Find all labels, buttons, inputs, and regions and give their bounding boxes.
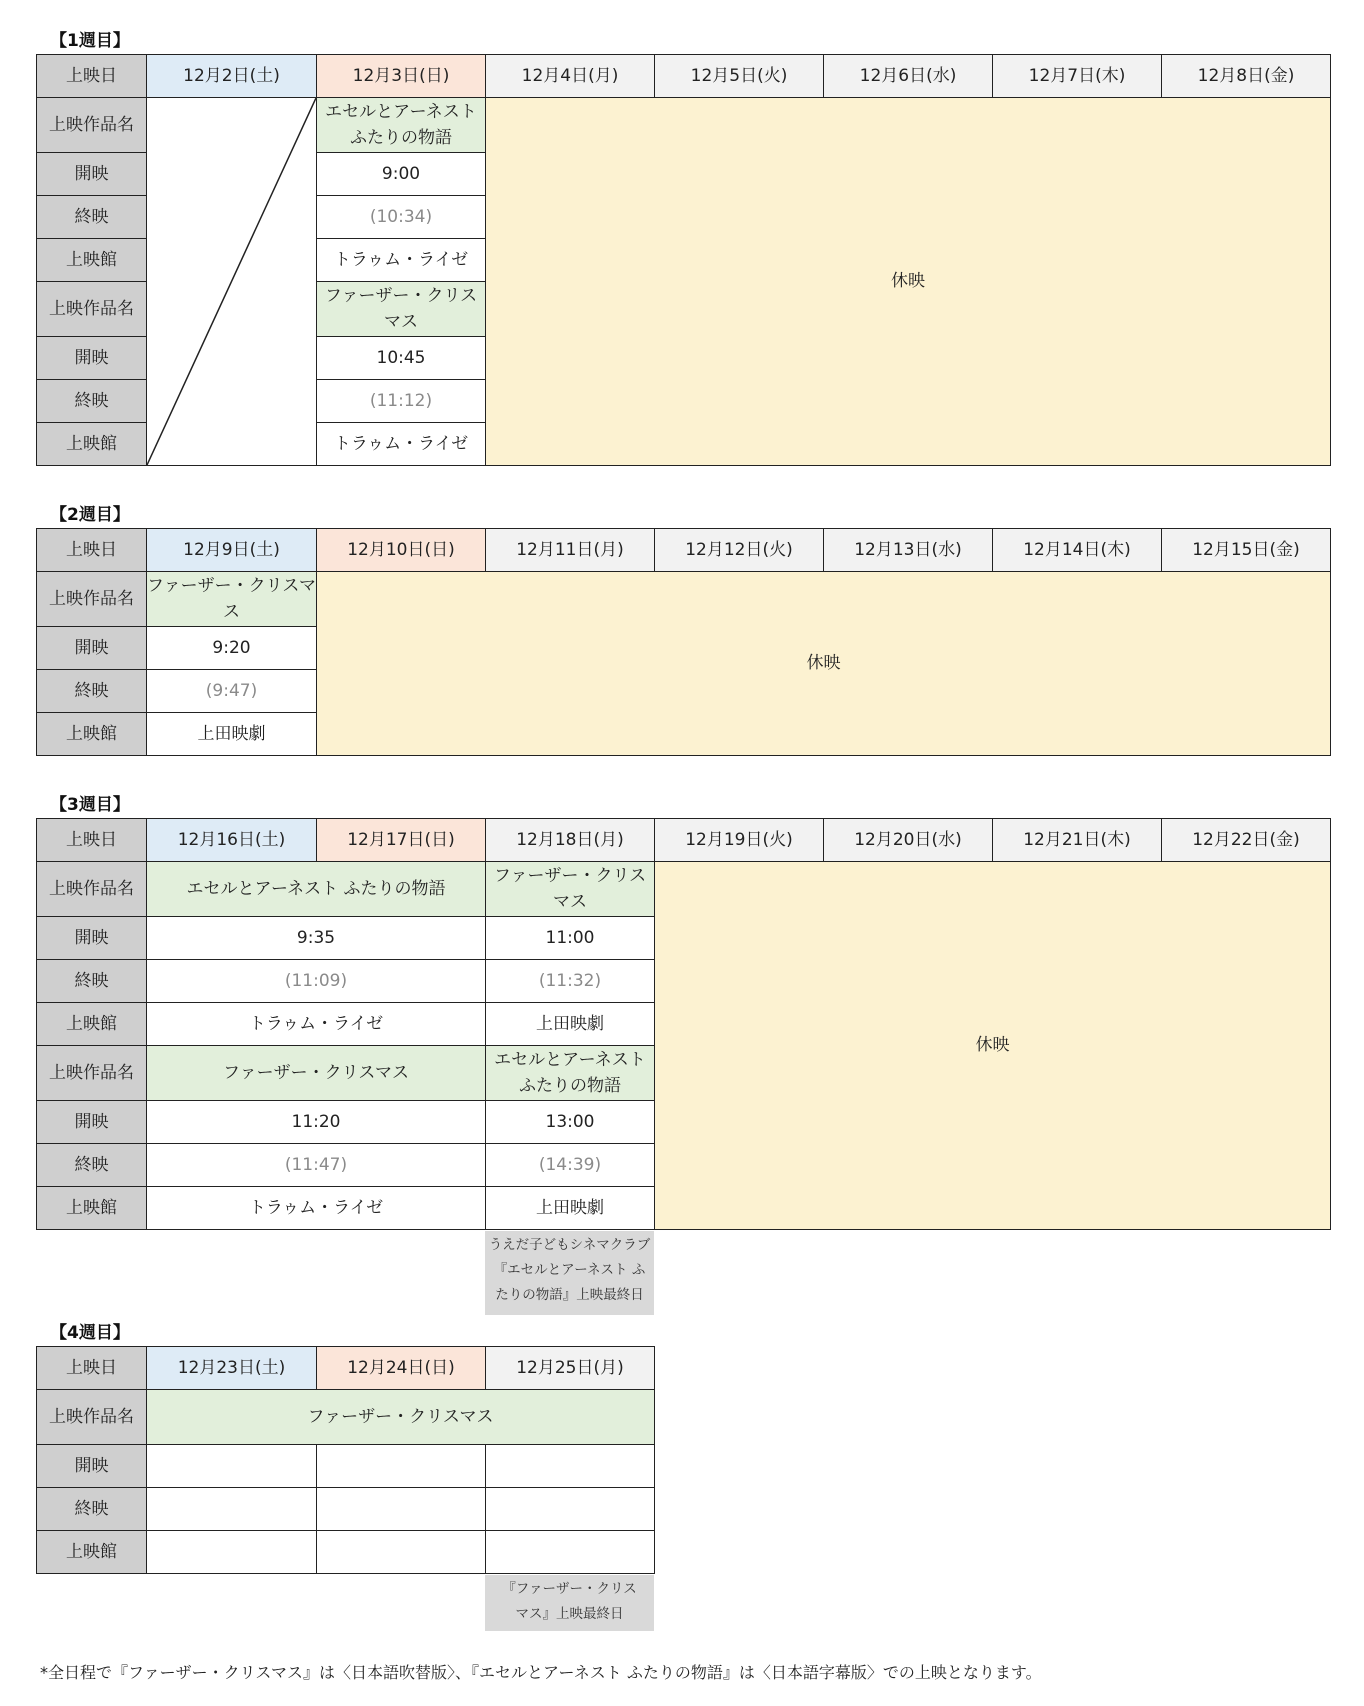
date-header: 12月23日(土) xyxy=(147,1347,317,1390)
end-label: 終映 xyxy=(37,670,147,713)
last-day-note xyxy=(485,1231,654,1315)
note-line: 『ファーザー・クリス xyxy=(502,1581,637,1597)
date-header: 12月14日(木) xyxy=(993,529,1162,572)
start-label: 開映 xyxy=(37,1101,147,1144)
end-time: (11:12) xyxy=(317,380,486,423)
empty-cell xyxy=(147,1445,317,1488)
week4-heading: 【4週目】 xyxy=(50,1323,130,1343)
empty-cell xyxy=(486,1531,655,1574)
last-day-note xyxy=(485,1575,654,1631)
date-header: 12月5日(火) xyxy=(655,55,824,98)
end-time: (14:39) xyxy=(486,1144,655,1187)
start-label: 開映 xyxy=(37,337,147,380)
start-time: 9:00 xyxy=(317,153,486,196)
footnote: *全日程で『ファーザー・クリスマス』は〈日本語吹替版〉、『エセルとアーネスト ふたりの物語』は〈日本語字幕版〉での上映となります。 xyxy=(40,1663,1042,1682)
closed-cell: 休映 xyxy=(317,572,1331,756)
date-header: 12月13日(水) xyxy=(824,529,993,572)
empty-cell xyxy=(317,1531,486,1574)
end-time: (10:34) xyxy=(317,196,486,239)
venue: トラゥム・ライゼ xyxy=(317,423,486,466)
title-label: 上映作品名 xyxy=(37,1046,147,1101)
date-header: 12月19日(火) xyxy=(655,819,824,862)
start-time: 9:35 xyxy=(147,917,486,960)
venue: トラゥム・ライゼ xyxy=(147,1003,486,1046)
week2-schedule-table xyxy=(36,528,1331,756)
empty-cell xyxy=(486,1445,655,1488)
screening-title: ファーザー・クリスマス xyxy=(147,572,317,627)
date-header: 12月7日(木) xyxy=(993,55,1162,98)
empty-cell xyxy=(147,1488,317,1531)
end-time: (9:47) xyxy=(147,670,317,713)
no-screening-cell xyxy=(147,98,317,466)
screening-title: エセルとアーネスト ふたりの物語 xyxy=(317,98,486,153)
start-label: 開映 xyxy=(37,1445,147,1488)
venue: 上田映劇 xyxy=(486,1187,655,1230)
date-header: 12月17日(日) xyxy=(317,819,486,862)
date-header: 12月20日(水) xyxy=(824,819,993,862)
note-line: たりの物語』上映最終日 xyxy=(495,1286,644,1303)
end-label: 終映 xyxy=(37,1488,147,1531)
date-header: 12月4日(月) xyxy=(486,55,655,98)
date-header: 12月6日(水) xyxy=(824,55,993,98)
date-header: 12月8日(金) xyxy=(1162,55,1331,98)
end-label: 終映 xyxy=(37,380,147,423)
date-header: 12月21日(木) xyxy=(993,819,1162,862)
start-label: 開映 xyxy=(37,627,147,670)
diagonal-slash xyxy=(147,98,316,465)
date-header: 12月9日(土) xyxy=(147,529,317,572)
start-time: 10:45 xyxy=(317,337,486,380)
empty-cell xyxy=(486,1488,655,1531)
venue-label: 上映館 xyxy=(37,713,147,756)
date-header: 12月16日(土) xyxy=(147,819,317,862)
date-label: 上映日 xyxy=(37,55,147,98)
venue: 上田映劇 xyxy=(147,713,317,756)
end-label: 終映 xyxy=(37,1144,147,1187)
title-label: 上映作品名 xyxy=(37,862,147,917)
week3-heading: 【3週目】 xyxy=(50,795,130,815)
venue-label: 上映館 xyxy=(37,1531,147,1574)
venue: 上田映劇 xyxy=(486,1003,655,1046)
start-time: 13:00 xyxy=(486,1101,655,1144)
date-header: 12月12日(火) xyxy=(655,529,824,572)
week4-schedule-table xyxy=(36,1346,655,1574)
start-time: 11:00 xyxy=(486,917,655,960)
date-header: 12月3日(日) xyxy=(317,55,486,98)
date-header: 12月15日(金) xyxy=(1162,529,1331,572)
start-label: 開映 xyxy=(37,917,147,960)
start-label: 開映 xyxy=(37,153,147,196)
date-header: 12月24日(日) xyxy=(317,1347,486,1390)
screening-title: ファーザー・クリスマス xyxy=(147,1390,655,1445)
date-header: 12月10日(日) xyxy=(317,529,486,572)
date-label: 上映日 xyxy=(37,1347,147,1390)
empty-cell xyxy=(317,1445,486,1488)
end-time: (11:32) xyxy=(486,960,655,1003)
closed-cell: 休映 xyxy=(486,98,1331,466)
note-line: うえだ子どもシネマクラブ xyxy=(488,1237,651,1253)
screening-title: ファーザー・クリスマス xyxy=(486,862,655,917)
empty-cell xyxy=(147,1531,317,1574)
venue-label: 上映館 xyxy=(37,1187,147,1230)
note-line: 『エセルとアーネスト ふ xyxy=(493,1261,646,1278)
title-label: 上映作品名 xyxy=(37,572,147,627)
title-label: 上映作品名 xyxy=(37,98,147,153)
week1-heading: 【1週目】 xyxy=(50,31,130,51)
empty-cell xyxy=(317,1488,486,1531)
start-time: 9:20 xyxy=(147,627,317,670)
end-label: 終映 xyxy=(37,196,147,239)
venue: トラゥム・ライゼ xyxy=(147,1187,486,1230)
closed-cell: 休映 xyxy=(655,862,1331,1230)
title-label: 上映作品名 xyxy=(37,1390,147,1445)
week3-schedule-table xyxy=(36,818,1331,1230)
date-label: 上映日 xyxy=(37,529,147,572)
date-header: 12月22日(金) xyxy=(1162,819,1331,862)
venue-label: 上映館 xyxy=(37,423,147,466)
date-label: 上映日 xyxy=(37,819,147,862)
title-label: 上映作品名 xyxy=(37,282,147,337)
date-header: 12月25日(月) xyxy=(486,1347,655,1390)
screening-title: エセルとアーネスト ふたりの物語 xyxy=(486,1046,655,1101)
screening-title: ファーザー・クリスマス xyxy=(147,1046,486,1101)
screening-title: エセルとアーネスト ふたりの物語 xyxy=(147,862,486,917)
week2-heading: 【2週目】 xyxy=(50,505,130,525)
week1-schedule-table xyxy=(36,54,1331,466)
end-time: (11:47) xyxy=(147,1144,486,1187)
date-header: 12月2日(土) xyxy=(147,55,317,98)
note-line: マス』上映最終日 xyxy=(515,1605,624,1622)
venue-label: 上映館 xyxy=(37,1003,147,1046)
date-header: 12月18日(月) xyxy=(486,819,655,862)
end-time: (11:09) xyxy=(147,960,486,1003)
venue: トラゥム・ライゼ xyxy=(317,239,486,282)
screening-title: ファーザー・クリスマス xyxy=(317,282,486,337)
end-label: 終映 xyxy=(37,960,147,1003)
date-header: 12月11日(月) xyxy=(486,529,655,572)
venue-label: 上映館 xyxy=(37,239,147,282)
start-time: 11:20 xyxy=(147,1101,486,1144)
